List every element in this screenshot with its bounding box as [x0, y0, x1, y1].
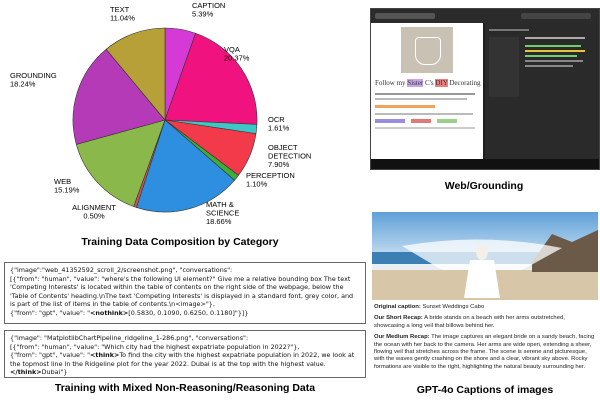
page-heading: Follow my Sister C's DIY Decorating — [375, 79, 481, 87]
devtools-panel — [485, 23, 599, 159]
gpt-panel-title: GPT-4o Captions of images — [416, 384, 554, 396]
webpage-panel — [371, 23, 483, 159]
pie-label-object-detection: OBJECT DETECTION 7.90% — [268, 143, 312, 169]
chart-title: Training Data Composition by Category — [81, 236, 279, 248]
medium-recap: Our Medium Recap: The image captures an elegant bride on a sandy beach, facing the ocean with her back to the camera. Her arms are wide open, extending a sheer, flowing veil that stretches across the frame. The scene is serene and picturesque, with the waves gently crashing on the shore and a clear, vibrant sky above. Rocky formations are visible to the right, highlighting the natural beauty surrounding her. — [374, 334, 595, 370]
pie-label-math-science: MATH & SCIENCE 18.66% — [206, 200, 240, 226]
non-reasoning-example — [4, 262, 366, 324]
example-1-line-3: {"from": "gpt", "value": "<nothink>[0.5830, 0.1090, 0.6250, 0.1180]"}]} — [10, 308, 249, 317]
reasoning-example — [4, 330, 366, 378]
example-1-line-2: [{"from": "human", "value": "where's the following UI element?" Give me a relative bounding box The text 'Competing Interests' is located within the table of contents on the right side of the webpage, below the 'Table of Contents' heading.\nThe text 'Competing Interests' is displayed in a standard font, grey color, and is part of the list of items in the table of contents.\n<image>"}, — [10, 274, 354, 309]
pie-label-text: TEXT 11.04% — [110, 5, 135, 23]
beach-bride-photo — [372, 212, 598, 300]
taskbar — [371, 159, 599, 169]
pie-chart — [0, 0, 370, 250]
web-panel-title: Web/Grounding — [444, 180, 524, 192]
pie-label-web: WEB 15.19% — [54, 177, 80, 195]
short-recap: Our Short Recap: A bride stands on a beach with her arms outstretched, showcasing a long veil that billows behind her. — [374, 315, 565, 329]
example-2-line-2: [{"from": "human", "value": "Which city had the highest expatriate population in 2022?"}, — [10, 342, 300, 351]
example-2-line-3: {"from": "gpt", "value": "<think>To find the city with the highest expatriate population in 2022, we look at the topmost line in the Ridgeline plot for the year 2022. Dubai is at the top with the highest value.</think>Dubai"} — [10, 351, 355, 377]
pie-label-caption: CAPTION 5.39% — [192, 1, 226, 19]
web-grounding-screenshot — [370, 8, 600, 170]
pie-label-ocr: OCR 1.61% — [268, 115, 290, 133]
example-2-line-1: {"image": "MatplotlibChartPipeline_ridgeline_1-286.png", "conversations": — [10, 334, 249, 342]
mixed-panel-title: Training with Mixed Non-Reasoning/Reasoning Data — [54, 382, 316, 394]
example-1-line-1: {"image":"web_41352592_scroll_2/screenshot.png", "conversations": — [10, 266, 233, 274]
pie-label-perception: PERCEPTION 1.10% — [246, 171, 295, 189]
browser-toolbar — [371, 9, 599, 23]
pie-label-alignment: ALIGNMENT 0.50% — [72, 203, 116, 221]
pie-label-grounding: GROUNDING 18.24% — [10, 71, 57, 89]
gpt-captions-text — [374, 304, 596, 375]
chandelier-image — [401, 27, 453, 73]
pie-label-vqa: VQA 20.37% — [224, 45, 250, 63]
original-caption: Original caption: Sunset Weddings Cabo — [374, 304, 485, 310]
